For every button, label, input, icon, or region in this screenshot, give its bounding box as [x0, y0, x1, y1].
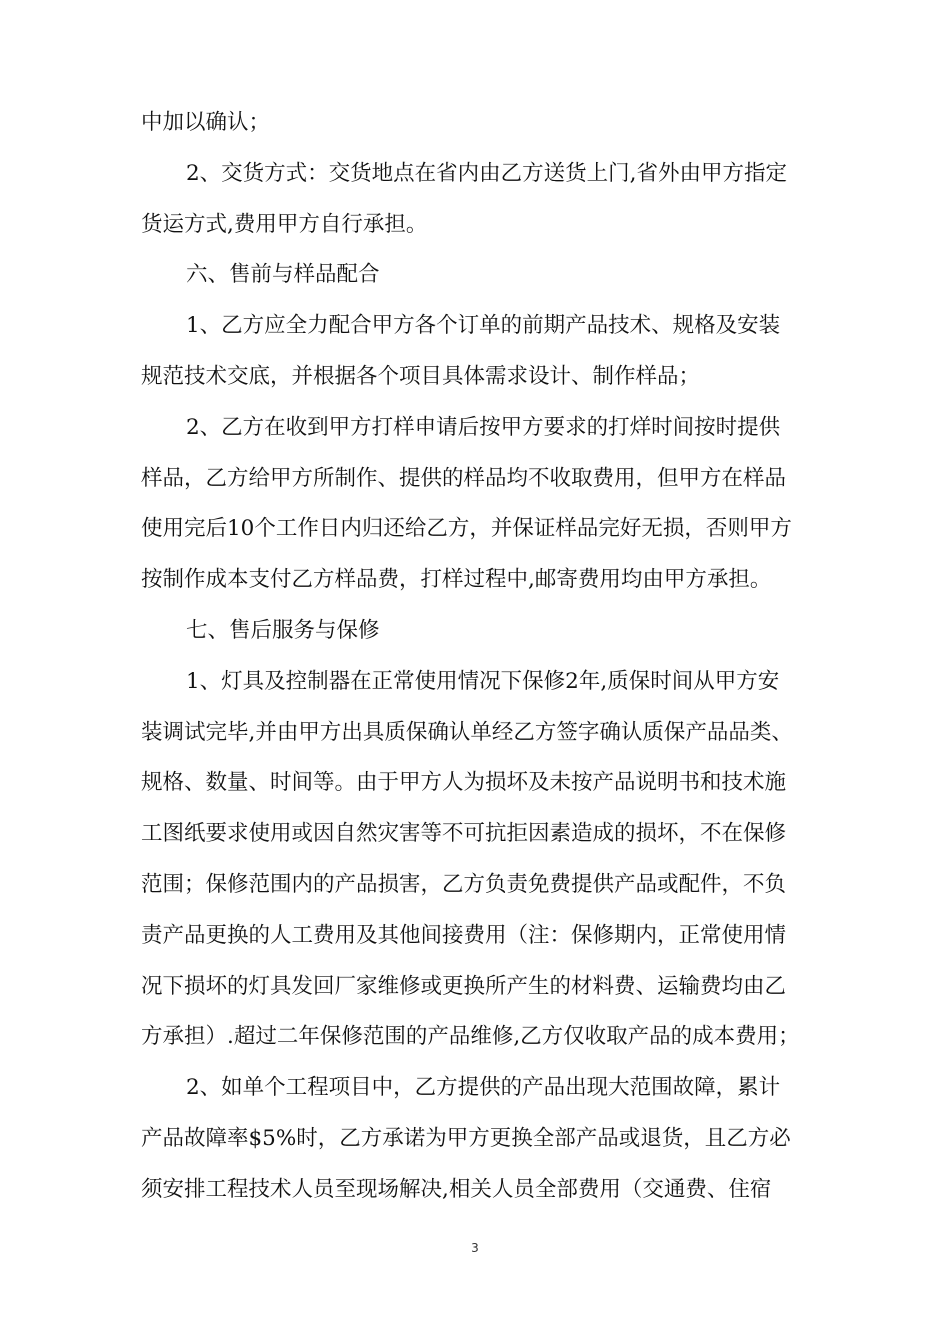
text-line: 须安排工程技术人员至现场解决,相关人员全部费用（交通费、住宿 [141, 1176, 772, 1202]
text-line: 产品故障率$5%时，乙方承诺为甲方更换全部产品或退货，且乙方必 [141, 1125, 791, 1151]
text-line: 工图纸要求使用或因自然灾害等不可抗拒因素造成的损坏，不在保修 [141, 821, 787, 847]
text-line: 货运方式,费用甲方自行承担。 [141, 211, 428, 237]
text-line: 按制作成本支付乙方样品费，打样过程中,邮寄费用均由甲方承担。 [141, 567, 772, 593]
text-line: 装调试完毕,并由甲方出具质保确认单经乙方签字确认质保产品品类、 [141, 719, 793, 745]
text-line: 1、灯具及控制器在正常使用情况下保修2年,质保时间从甲方安 [186, 668, 780, 694]
page-number: 3 [471, 1241, 479, 1255]
text-line: 况下损坏的灯具发回厂家维修或更换所产生的材料费、运输费均由乙 [141, 973, 787, 999]
section-heading: 六、售前与样品配合 [186, 262, 380, 288]
text-line: 中加以确认； [141, 110, 271, 135]
text-line: 样品，乙方给甲方所制作、提供的样品均不收取费用，但甲方在样品 [141, 465, 787, 491]
section-heading: 七、售后服务与保修 [186, 617, 380, 643]
text-line: 责产品更换的人工费用及其他间接费用（注：保修期内，正常使用情 [141, 922, 787, 948]
text-line: 方承担）.超过二年保修范围的产品维修,乙方仅收取产品的成本费用； [141, 1024, 800, 1050]
text-line: 2、交货方式：交货地点在省内由乙方送货上门,省外由甲方指定 [186, 160, 788, 186]
text-line: 规范技术交底，并根据各个项目具体需求设计、制作样品； [141, 363, 701, 389]
text-line: 2、如单个工程项目中，乙方提供的产品出现大范围故障，累计 [186, 1075, 781, 1101]
text-line: 使用完后10个工作日内归还给乙方，并保证样品完好无损，否则甲方 [141, 516, 792, 542]
text-line: 1、乙方应全力配合甲方各个订单的前期产品技术、规格及安装 [186, 313, 781, 339]
text-line: 规格、数量、时间等。由于甲方人为损坏及未按产品说明书和技术施 [141, 770, 787, 796]
body-text [141, 98, 831, 1216]
text-line: 范围；保修范围内的产品损害，乙方负责免费提供产品或配件，不负 [141, 871, 787, 897]
text-line: 2、乙方在收到甲方打样申请后按甲方要求的打烊时间按时提供 [186, 414, 781, 440]
